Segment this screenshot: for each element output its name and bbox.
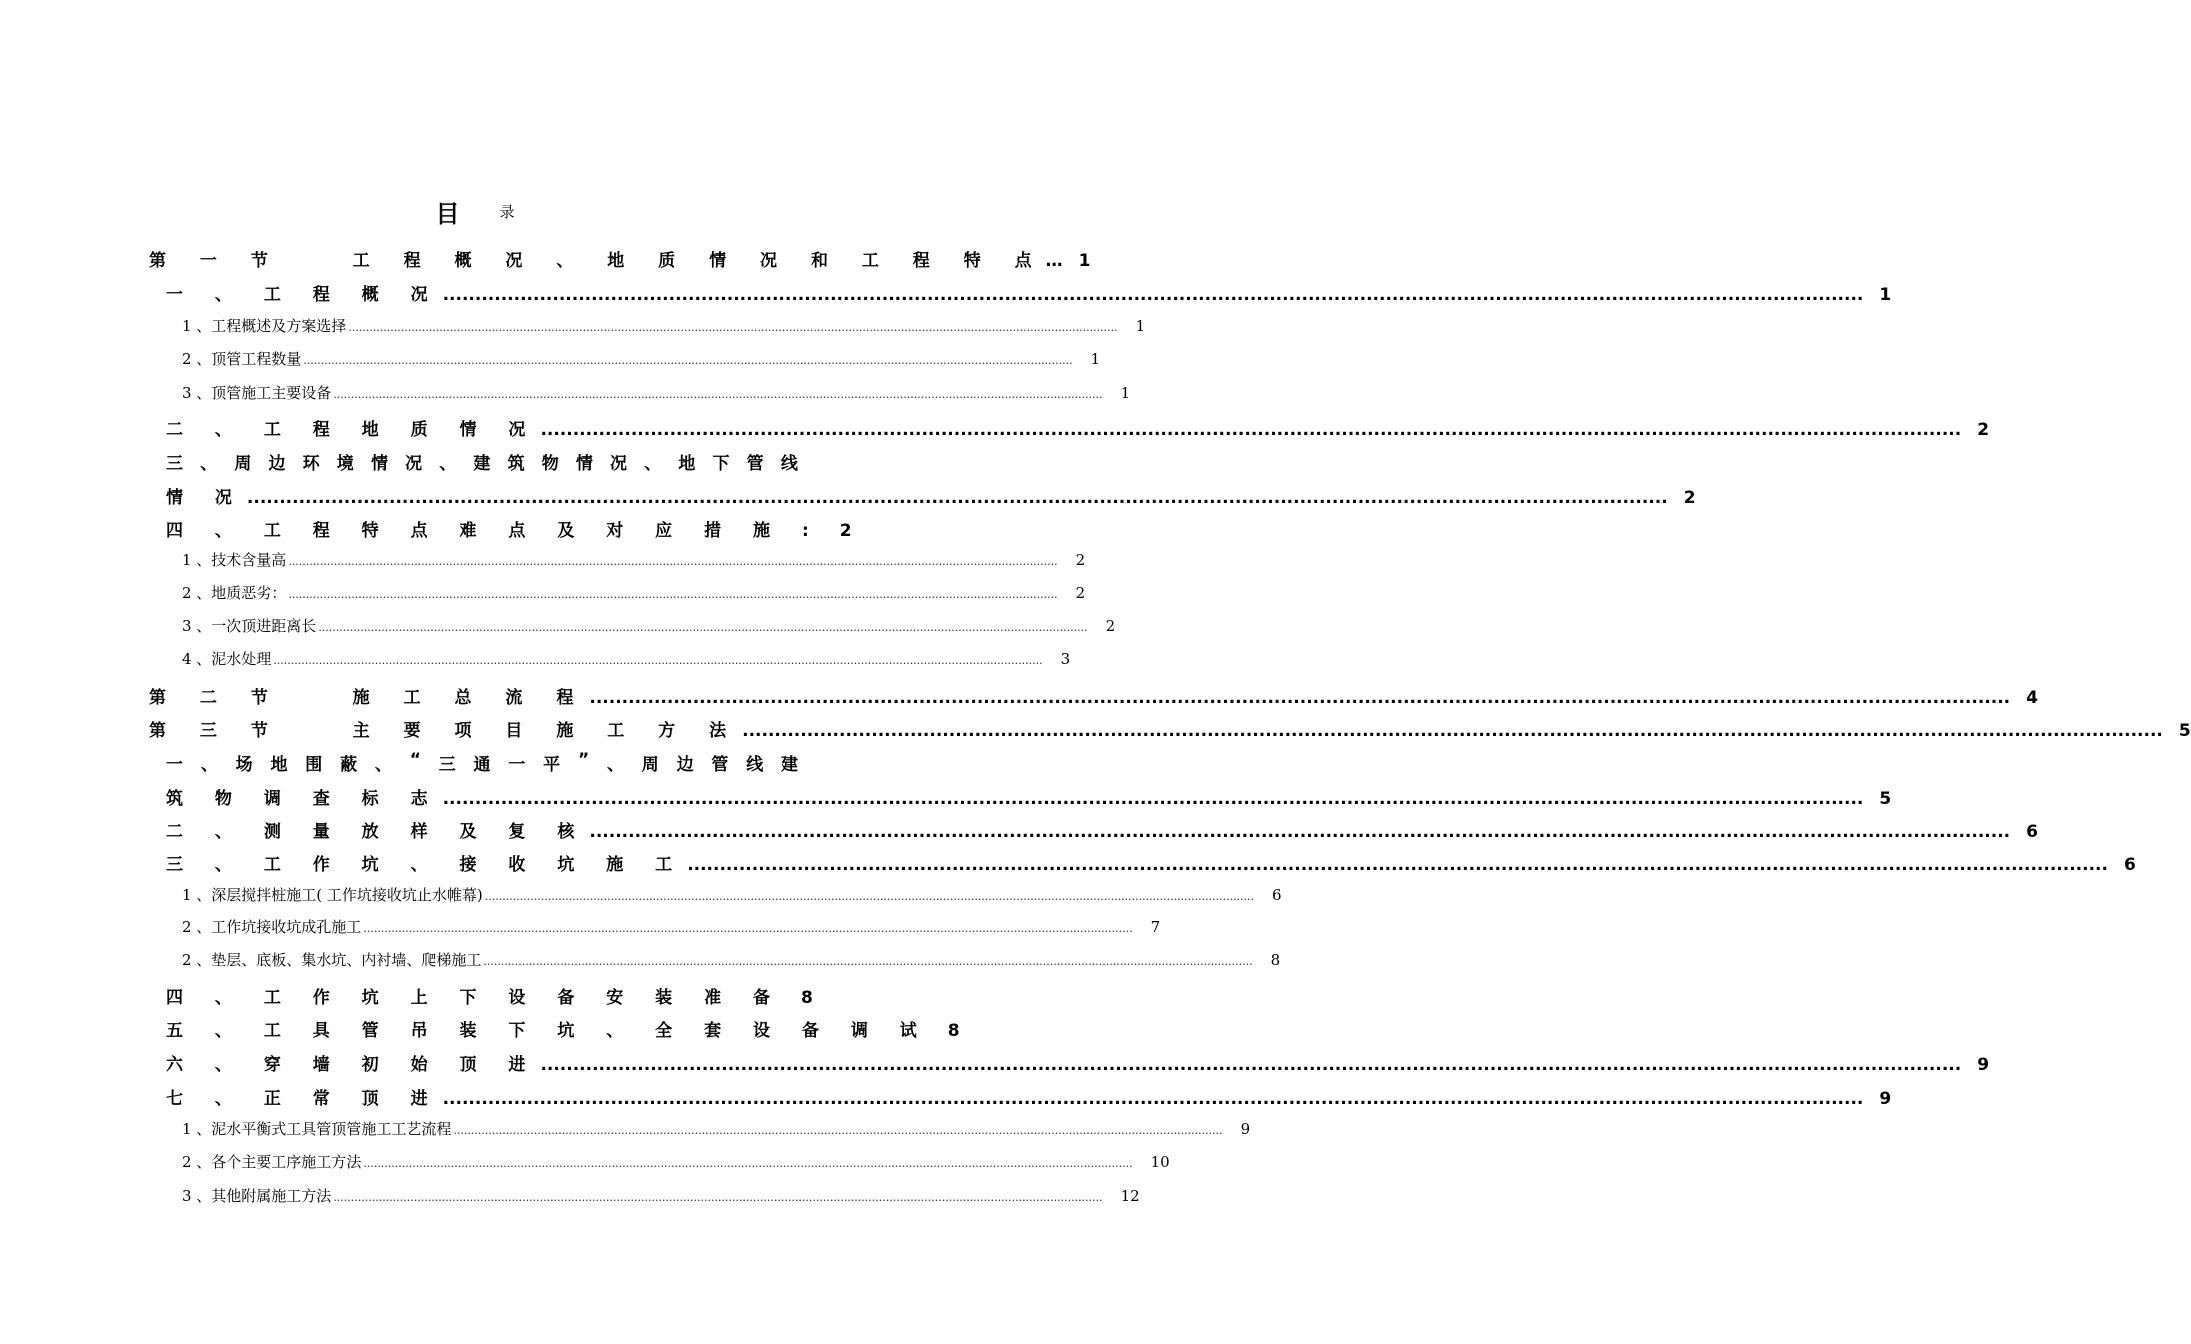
toc-leader-dots: ............................................................................................................................................................................................................................	[540, 420, 1962, 440]
toc-entry-label: 4 、泥水处理	[182, 650, 272, 668]
toc-entry-label: 四 、 工 作 坑 上 下 设 备 安 装 准 备	[166, 988, 784, 1008]
toc-leader-dots: ............................................................................................................................................................................................................................	[303, 354, 1073, 367]
toc-entry-label: 三 、 周 边 环 境 情 况 、 建 筑 物 情 况 、 地 下 管 线	[166, 454, 798, 474]
toc-entry[interactable]	[182, 1118, 1251, 1140]
toc-entry-label: 六 、 穿 墙 初 始 顶 进	[166, 1055, 539, 1075]
toc-page-number: 5	[1879, 789, 1892, 809]
toc-entry-label: 第 三 节 主 要 项 目 施 工 方 法	[149, 721, 741, 741]
toc-leader-dots: ............................................................................................................................................................................................................................	[348, 321, 1118, 334]
toc-leader-dots: ............................................................................................................................................................................................................................	[442, 285, 1864, 305]
toc-entry-label: 七 、 正 常 顶 进	[166, 1089, 441, 1109]
toc-page-number: 1	[1879, 285, 1892, 305]
toc-page-number: 8	[947, 1021, 960, 1041]
toc-entry-label: 第 二 节 施 工 总 流 程	[149, 688, 588, 708]
toc-page-number: 6	[1272, 886, 1282, 904]
toc-leader-dots: ............................................................................................................................................................................................................................	[742, 721, 2163, 741]
toc-entry-label: 一 、 工 程 概 况	[166, 285, 441, 305]
toc-entry-label: 筑 物 调 查 标 志	[166, 789, 441, 809]
toc-leader-dots: ............................................................................................................................................................................................................................	[453, 1124, 1223, 1137]
toc-title	[0, 194, 950, 226]
toc-leader-dots: ............................................................................................................................................................................................................................	[483, 955, 1253, 968]
toc-leader-dots: ............................................................................................................................................................................................................................	[363, 1157, 1133, 1170]
toc-entry[interactable]	[149, 246, 1091, 272]
toc-leader-dots: ............................................................................................................................................................................................................................	[273, 654, 1043, 667]
toc-page-number: 8	[801, 988, 813, 1008]
toc-page-number: 1	[1135, 317, 1146, 335]
toc-leader-dots: ............................................................................................................................................................................................................................	[484, 890, 1255, 903]
toc-entry-label: 第 一 节 工 程 概 况 、 地 质 情 况 和 工 程 特 点	[149, 251, 1046, 271]
toc-entry[interactable]	[182, 382, 1131, 404]
toc-leader-dots: ............................................................................................................................................................................................................................	[442, 1089, 1864, 1109]
toc-entry-label: 2 、工作坑接收坑成孔施工	[182, 918, 362, 936]
toc-entry[interactable]	[182, 916, 1161, 938]
toc-entry[interactable]	[166, 817, 2038, 843]
toc-entry[interactable]	[182, 582, 1086, 604]
toc-entry-label: 2 、顶管工程数量	[182, 350, 302, 368]
toc-entry-label: 二 、 工 程 地 质 情 况	[166, 420, 539, 440]
toc-entry-label: 1 、工程概述及方案选择	[182, 317, 347, 335]
toc-entry[interactable]	[182, 348, 1101, 370]
toc-leader-dots: ............................................................................................................................................................................................................................	[442, 789, 1864, 809]
toc-entry-label: 3 、其他附属施工方法	[182, 1187, 332, 1205]
toc-entry[interactable]	[182, 1185, 1140, 1207]
toc-entry[interactable]	[166, 280, 1892, 306]
toc-page-number: 2	[839, 521, 852, 541]
toc-entry-label: 一 、 场 地 围 蔽 、 “ 三 通 一 平 ” 、 周 边 管 线 建	[166, 750, 798, 775]
toc-page-number: 1	[1090, 350, 1101, 368]
toc-page-number: 2	[1075, 584, 1086, 602]
toc-leader-dots: ............................................................................................................................................................................................................................	[288, 555, 1058, 568]
toc-page-number: 9	[1240, 1120, 1251, 1138]
toc-entry[interactable]	[149, 683, 2038, 709]
toc-entry[interactable]	[182, 884, 1282, 906]
toc-entry-label: 二 、 测 量 放 样 及 复 核	[166, 822, 588, 842]
toc-page-number: 1	[1078, 251, 1091, 271]
toc-page-number: 5	[2178, 721, 2191, 741]
toc-entry[interactable]	[182, 648, 1071, 670]
toc-entry[interactable]	[166, 983, 813, 1009]
toc-entry-label: 三 、 工 作 坑 、 接 收 坑 施 工	[166, 855, 686, 875]
toc-page-number: 1	[1120, 384, 1131, 402]
toc-page-number: 2	[1683, 488, 1696, 508]
toc-entry-label: 1 、深层搅拌桩施工( 工作坑接收坑止水帷幕)	[182, 886, 483, 904]
toc-leader-dots: ............................................................................................................................................................................................................................	[333, 388, 1103, 401]
toc-entry[interactable]	[149, 716, 2191, 742]
toc-leader-dots: ............................................................................................................................................................................................................................	[687, 855, 2108, 875]
toc-leader-dots: ............................................................................................................................................................................................................................	[589, 688, 2011, 708]
toc-entry-label: 2 、各个主要工序施工方法	[182, 1153, 362, 1171]
toc-page-number: 2	[1075, 551, 1086, 569]
toc-title-sub: 录	[499, 203, 515, 221]
toc-entry[interactable]	[166, 1084, 1892, 1110]
toc-page-number: 9	[1977, 1055, 1990, 1075]
toc-entry-label: 情 况	[166, 488, 245, 508]
toc-entry[interactable]	[166, 415, 1990, 441]
toc-page-number: 3	[1060, 650, 1071, 668]
toc-title-main: 目	[435, 200, 460, 228]
toc-entry-label: 1 、泥水平衡式工具管顶管施工工艺流程	[182, 1120, 452, 1138]
toc-entry[interactable]	[166, 516, 852, 542]
toc-entry[interactable]	[166, 784, 1892, 810]
toc-entry[interactable]	[182, 549, 1086, 571]
toc-page-number: 2	[1105, 617, 1116, 635]
toc-leader-dots: ............................................................................................................................................................................................................................	[363, 922, 1133, 935]
toc-entry[interactable]	[166, 1016, 960, 1042]
toc-entry-label: 2 、地质恶劣：	[182, 584, 287, 602]
toc-entry[interactable]	[182, 615, 1116, 637]
toc-entry-label: 五 、 工 具 管 吊 装 下 坑 、 全 套 设 备 调 试	[166, 1021, 930, 1041]
toc-entry[interactable]	[166, 750, 798, 776]
toc-entry-label: 四 、 工 程 特 点 难 点 及 对 应 措 施 :	[166, 521, 822, 541]
toc-leader-dots: ............................................................................................................................................................................................................................	[589, 822, 2011, 842]
toc-entry[interactable]	[166, 483, 1696, 509]
toc-entry-label: 2 、垫层、底板、集水坑、内衬墙、爬梯施工	[182, 951, 482, 969]
toc-page-number: 12	[1120, 1187, 1140, 1205]
toc-entry[interactable]	[166, 1050, 1990, 1076]
toc-entry[interactable]	[166, 449, 798, 475]
toc-page-number: 7	[1150, 918, 1161, 936]
toc-page-number: 2	[1977, 420, 1990, 440]
toc-page-number: 4	[2026, 688, 2038, 708]
toc-page-number: 6	[2123, 855, 2136, 875]
toc-leader-dots: ............................................................................................................................................................................................................................	[540, 1055, 1962, 1075]
toc-entry[interactable]	[182, 1151, 1170, 1173]
toc-page-number: 8	[1270, 951, 1281, 969]
toc-page-number: 10	[1150, 1153, 1170, 1171]
toc-leader-dots: …	[1045, 251, 1063, 271]
toc-leader-dots: ............................................................................................................................................................................................................................	[318, 621, 1088, 634]
toc-entry-label: 3 、顶管施工主要设备	[182, 384, 332, 402]
toc-entry[interactable]	[182, 315, 1146, 337]
toc-page-number: 9	[1879, 1089, 1892, 1109]
toc-leader-dots: ............................................................................................................................................................................................................................	[288, 588, 1058, 601]
toc-entry-label: 3 、一次顶进距离长	[182, 617, 317, 635]
toc-entry[interactable]	[166, 850, 2136, 876]
toc-entry-label: 1 、技术含量高	[182, 551, 287, 569]
toc-leader-dots: ............................................................................................................................................................................................................................	[333, 1191, 1103, 1204]
toc-page-number: 6	[2026, 822, 2038, 842]
toc-leader-dots: ............................................................................................................................................................................................................................	[246, 488, 1668, 508]
toc-entry[interactable]	[182, 949, 1281, 971]
